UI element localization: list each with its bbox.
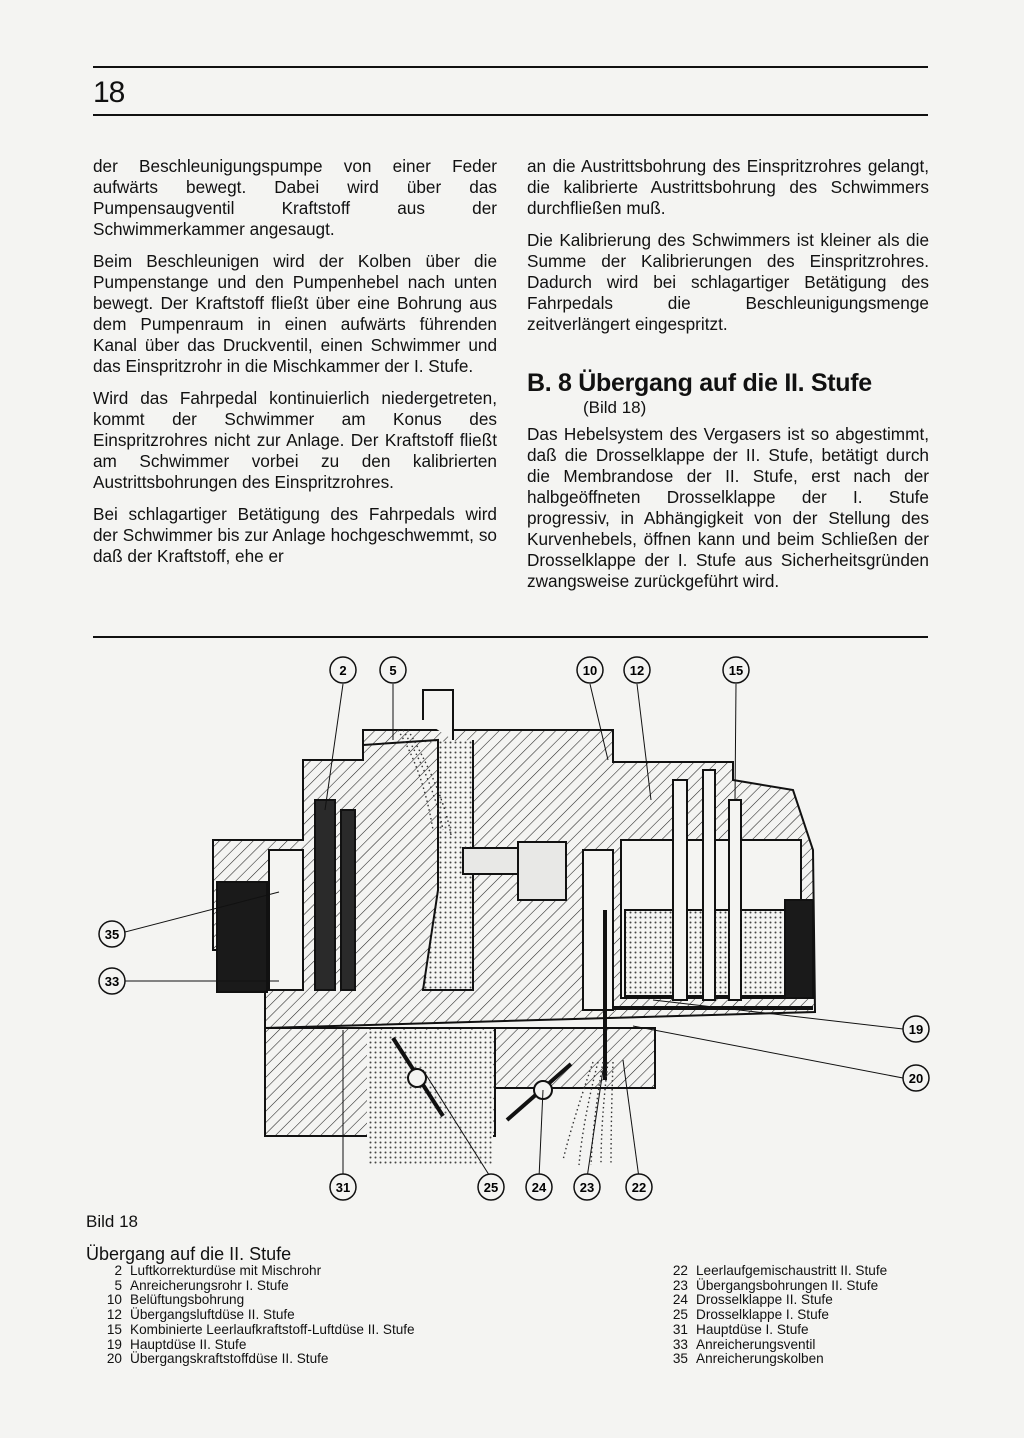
left-paragraph-4: Bei schlagartiger Betätigung des Fahrpedals wird der Schwimmer bis zur Anlage hochgeschwemmt, so daß der Kraftstoff, ehe er bbox=[93, 504, 497, 566]
callout-25 bbox=[478, 1174, 504, 1200]
callout-label: 5 bbox=[389, 663, 397, 678]
legend-left bbox=[86, 1264, 415, 1367]
left-paragraph-3: Wird das Fahrpedal kontinuierlich niedergetreten, kommt der Schwimmer am Konus des Einspritzrohres nicht zur Anlage. Der Kraftstoff fließt am Schwimmer vorbei zu den kalibrierten Austrittsbohrungen des Einspritzrohres. bbox=[93, 388, 497, 492]
callout-label: 25 bbox=[483, 1180, 499, 1195]
callout-label: 24 bbox=[531, 1180, 547, 1195]
legend-item: 25 Drosselklappe I. Stufe bbox=[672, 1307, 829, 1323]
callout-33 bbox=[99, 968, 125, 994]
top-rule bbox=[93, 66, 928, 68]
callout-label: 15 bbox=[728, 663, 744, 678]
legend-item: 20 Übergangskraftstoffdüse II. Stufe bbox=[106, 1351, 329, 1367]
carburetor-body bbox=[213, 690, 815, 1166]
figure-rule bbox=[93, 636, 928, 638]
callout-label: 2 bbox=[339, 663, 347, 678]
callout-label: 22 bbox=[631, 1180, 647, 1195]
right-paragraph-1: an die Austrittsbohrung des Einspritzrohres gelangt, die kalibrierte Austrittsbohrung des Schwimmers durchfließen muß. bbox=[527, 156, 929, 218]
legend-item: 31 Hauptdüse I. Stufe bbox=[672, 1321, 809, 1337]
legend-item: 5 Anreicherungsrohr I. Stufe bbox=[114, 1277, 289, 1293]
legend-item: 23 Übergangsbohrungen II. Stufe bbox=[672, 1277, 879, 1293]
carburetor-cross-section-figure bbox=[93, 650, 933, 1210]
legend-item: 12 Übergangsluftdüse II. Stufe bbox=[106, 1307, 295, 1323]
left-paragraph-1: der Beschleunigungspumpe von einer Feder aufwärts bewegt. Dabei wird über das Pumpensaugventil Kraftstoff aus der Schwimmerkammer angesaugt. bbox=[93, 156, 497, 239]
callout-19 bbox=[903, 1016, 929, 1042]
left-text-column bbox=[93, 156, 497, 578]
legend-item: 15 Kombinierte Leerlaufkraftstoff-Luftdüse II. Stufe bbox=[106, 1321, 415, 1337]
callout-10 bbox=[577, 657, 603, 683]
callout-31 bbox=[330, 1174, 356, 1200]
legend-item: 2 Luftkorrekturdüse mit Mischrohr bbox=[114, 1263, 322, 1278]
callout-label: 10 bbox=[582, 663, 598, 678]
callout-label: 12 bbox=[629, 663, 645, 678]
caption-label: Bild 18 bbox=[86, 1212, 138, 1231]
callout-label: 19 bbox=[908, 1022, 924, 1037]
callout-35 bbox=[99, 921, 125, 947]
legend-item: 33 Anreicherungsventil bbox=[672, 1336, 816, 1352]
left-paragraph-2: Beim Beschleunigen wird der Kolben über die Pumpenstange und den Pumpenhebel nach unten bewegt. Der Kraftstoff fließt über eine Bohrung aus dem Pumpenraum in einen aufwärts führenden Kanal über das Druckventil, einen Schwimmer und das Einspritzrohr in die Mischkammer der I. Stufe. bbox=[93, 251, 497, 376]
callout-label: 33 bbox=[104, 974, 120, 989]
callout-20 bbox=[903, 1065, 929, 1091]
callout-5 bbox=[380, 657, 406, 683]
section-paragraph: Das Hebelsystem des Vergasers ist so abgestimmt, daß die Drosselklappe der II. Stufe, betätigt durch die Membrandose der II. Stufe, erst nach der halbgeöffneten Drosselklappe der I. Stufe progressiv, in Abhängigkeit von der Stellung des Kurvenhebels, öffnen kann und beim Schließen der Drosselklappe der I. Stufe aus Sicherheitsgründen zwangsweise zurückgeführt wird. bbox=[527, 424, 929, 591]
right-text-column bbox=[527, 156, 929, 603]
figure-caption bbox=[86, 1212, 946, 1367]
header-rule bbox=[93, 114, 928, 116]
legend-item: 10 Belüftungsbohrung bbox=[106, 1292, 245, 1308]
caption-title: Übergang auf die II. Stufe bbox=[86, 1244, 292, 1264]
legend-right bbox=[652, 1264, 887, 1367]
legend-item: 24 Drosselklappe II. Stufe bbox=[672, 1292, 833, 1308]
right-paragraph-2: Die Kalibrierung des Schwimmers ist kleiner als die Summe der Kalibrierungen des Einspritzrohres. Dadurch wird bei schlagartiger Betätigung des Fahrpedals die Beschleunigungsmenge zeitverlängert eingespritzt. bbox=[527, 230, 929, 334]
section-heading: B. 8 Übergang auf die II. Stufe bbox=[527, 369, 872, 397]
callout-23 bbox=[574, 1174, 600, 1200]
legend-item: 35 Anreicherungskolben bbox=[672, 1351, 824, 1367]
callout-label: 23 bbox=[579, 1180, 595, 1195]
legend-item: 19 Hauptdüse II. Stufe bbox=[106, 1336, 247, 1352]
callout-15 bbox=[723, 657, 749, 683]
callout-2 bbox=[330, 657, 356, 683]
callout-label: 31 bbox=[335, 1180, 351, 1195]
legend-item: 22 Leerlaufgemischaustritt II. Stufe bbox=[672, 1263, 888, 1278]
callout-24 bbox=[526, 1174, 552, 1200]
section-reference: (Bild 18) bbox=[583, 398, 647, 417]
callout-12 bbox=[624, 657, 650, 683]
callout-label: 35 bbox=[104, 927, 120, 942]
page-number: 18 bbox=[93, 76, 125, 109]
callout-22 bbox=[626, 1174, 652, 1200]
callout-label: 20 bbox=[908, 1071, 924, 1086]
